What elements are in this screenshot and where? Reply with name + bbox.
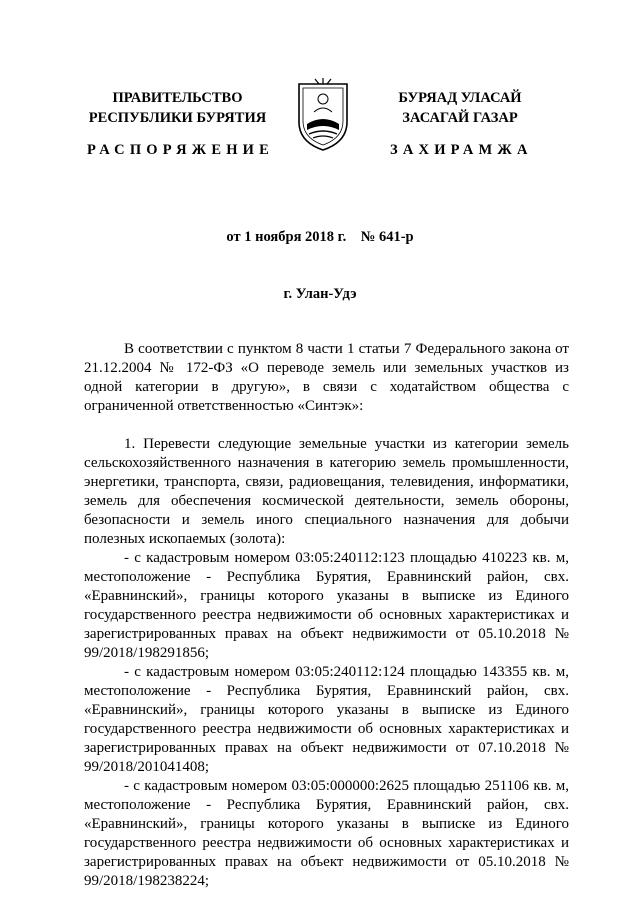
title-right: ЗАХИРАМЖА: [390, 142, 533, 158]
coat-of-arms-icon: [293, 78, 353, 154]
list-item: - с кадастровым номером 03:05:240112:123 площадью 410223 кв. м, местоположение - Республика Бурятия, Еравнинский район, свх. «Еравнинский», границы которого указаны в выписке из Единого государственного реестра недвижимости об основных характеристиках и зарегистрированных правах на объект недвижимости от 05.10.2018 № 99/2018/198291856;: [84, 550, 569, 661]
preamble-paragraph: В соответствии с пунктом 8 части 1 статьи 7 Федерального закона от 21.12.2004 № 172-ФЗ «О переводе земель или земельных участков из одной категории в другую», в связи с ходатайством общества с ограниченной ответственностью «Синтэк»:: [84, 341, 569, 414]
header-right-line1: БУРЯАД УЛАСАЙ: [398, 90, 522, 106]
header-left-line2: РЕСПУБЛИКИ БУРЯТИЯ: [88, 110, 267, 126]
decree-date-number: от 1 ноября 2018 г. № 641-р: [226, 229, 414, 245]
list-item: - с кадастровым номером 03:05:240112:124 площадью 143355 кв. м, местоположение - Республика Бурятия, Еравнинский район, свх. «Еравнинский», границы которого указаны в выписке из Единого государственного реестра недвижимости об основных характеристиках и зарегистрированных правах на объект недвижимости от 07.10.2018 № 99/2018/201041408;: [84, 664, 569, 775]
title-left: РАСПОРЯЖЕНИЕ: [87, 142, 275, 158]
decree-city: г. Улан-Удэ: [283, 286, 357, 302]
header-right: [350, 88, 570, 128]
header-left: [80, 88, 275, 128]
list-item: - с кадастровым номером 03:05:000000:2625 площадью 251106 кв. м, местоположение - Республика Бурятия, Еравнинский район, свх. «Еравнинский», границы которого указаны в выписке из Единого государственного реестра недвижимости об основных характеристиках и зарегистрированных правах на объект недвижимости от 05.10.2018 № 99/2018/198238224;: [84, 778, 569, 889]
header-left-line1: ПРАВИТЕЛЬСТВО: [112, 90, 243, 106]
point-1-paragraph: 1. Перевести следующие земельные участки из категории земель сельскохозяйственного назначения в категорию земель промышленности, энергетики, транспорта, связи, радиовещания, телевидения, информатики, земель для обеспечения космической деятельности, земель обороны, безопасности и земель иного специального назначения для добычи полезных ископаемых (золота):: [84, 436, 569, 547]
document-body: [84, 340, 569, 891]
header-right-line2: ЗАСАГАЙ ГАЗАР: [402, 110, 518, 126]
